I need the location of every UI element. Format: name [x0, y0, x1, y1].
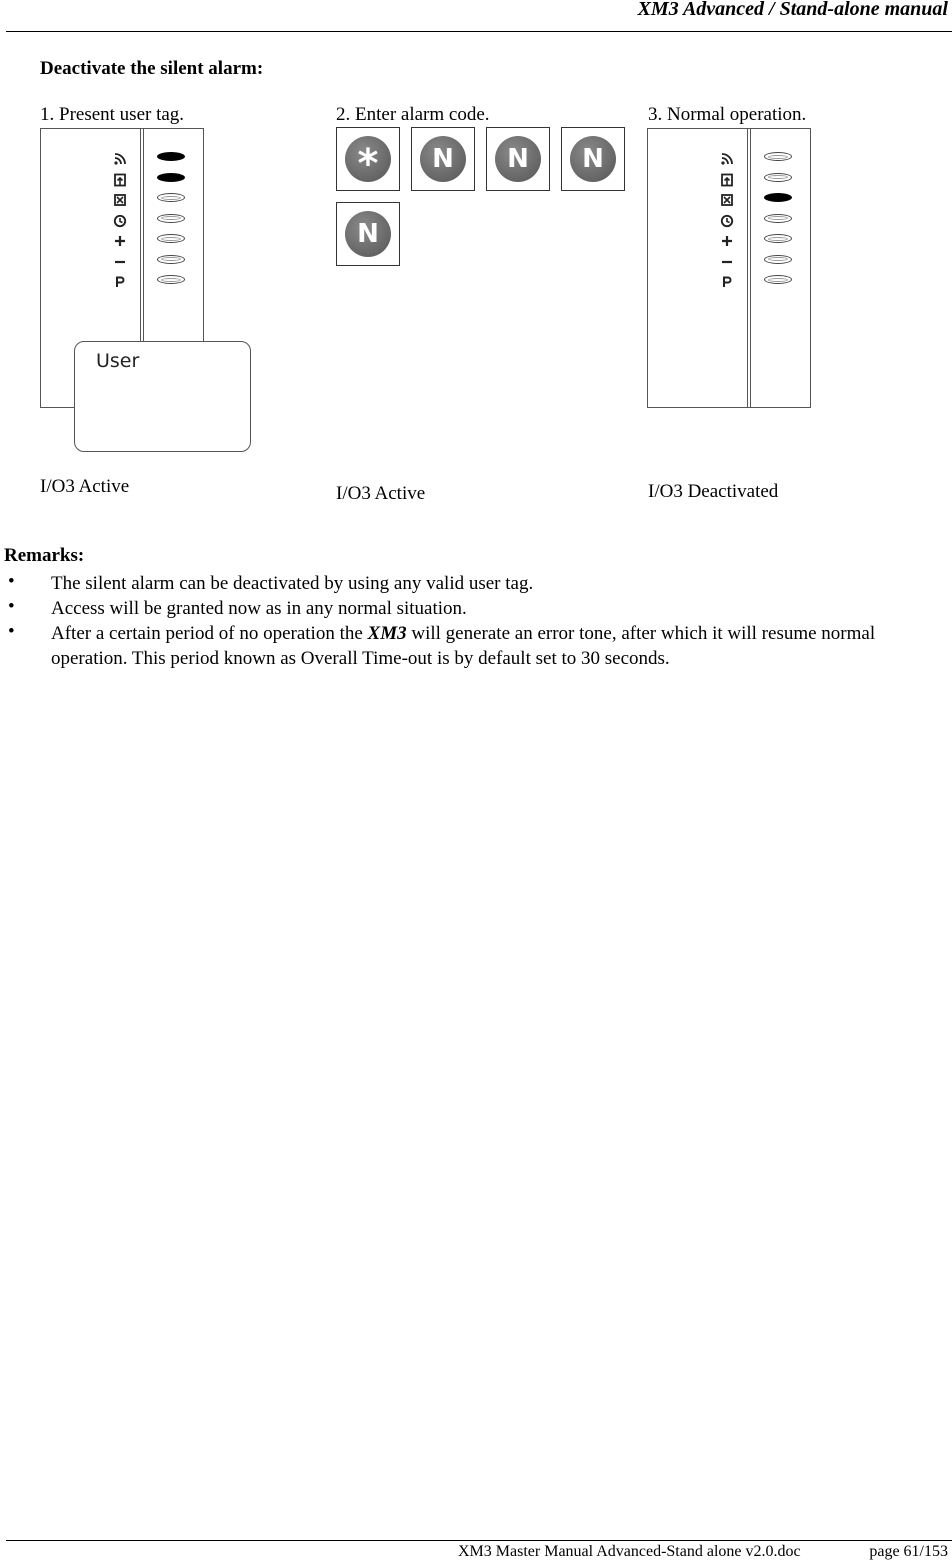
header-title: XM3 Advanced / Stand-alone manual — [637, 0, 948, 20]
led-3 — [157, 193, 185, 202]
remark-1: The silent alarm can be deactivated by using any valid user tag. — [51, 573, 534, 594]
led-6 — [764, 255, 792, 264]
led-2 — [764, 173, 792, 182]
step-1-label: 1. Present user tag. — [40, 104, 185, 125]
clock-icon — [718, 211, 736, 232]
rf-icon — [111, 149, 129, 170]
remark-2: Access will be granted now as in any normal situation. — [51, 598, 467, 619]
rf-icon — [718, 149, 736, 170]
plus-icon — [718, 231, 736, 252]
n-key-icon: N — [345, 211, 391, 257]
plus-icon — [111, 231, 129, 252]
bullet-icon: • — [8, 571, 15, 592]
step-1-caption: I/O3 Active — [40, 476, 130, 497]
section-title: Deactivate the silent alarm: — [40, 58, 264, 79]
led-7 — [157, 275, 185, 284]
clock-icon — [111, 211, 129, 232]
reader-panel-step-3 — [647, 128, 811, 408]
step-2-label: 2. Enter alarm code. — [336, 104, 490, 125]
led-5 — [764, 234, 792, 243]
led-7 — [764, 275, 792, 284]
door-icon — [718, 170, 736, 191]
bullet-icon: • — [8, 596, 15, 617]
lock-icon — [111, 190, 129, 211]
reader-icon-column — [718, 149, 736, 293]
led-6 — [157, 255, 185, 264]
minus-icon — [111, 252, 129, 273]
led-5 — [157, 234, 185, 243]
remark-3: After a certain period of no operation the XM3 will generate an error tone, after which it will resume normal operation. This period known as Overall Time-out is by default set to 30 seconds. — [51, 623, 876, 669]
footer-divider — [6, 1540, 952, 1541]
led-1 — [764, 152, 792, 161]
bullet-icon: • — [8, 621, 15, 642]
user-tag-card — [74, 341, 251, 452]
led-2 — [157, 173, 185, 182]
keypad-key-star — [336, 127, 400, 191]
led-1 — [157, 152, 185, 161]
led-4 — [764, 214, 792, 223]
door-icon — [111, 170, 129, 191]
led-3 — [764, 193, 792, 202]
keypad-key-n-3 — [561, 127, 625, 191]
minus-icon — [718, 252, 736, 273]
n-key-icon: N — [420, 136, 466, 182]
step-3-caption: I/O3 Deactivated — [648, 481, 779, 502]
led-column — [764, 152, 796, 296]
reader-icon-column — [111, 149, 129, 293]
star-key-icon: * — [345, 136, 391, 182]
n-key-icon: N — [495, 136, 541, 182]
step-3-label: 3. Normal operation. — [648, 104, 807, 125]
p-icon — [111, 272, 129, 293]
lock-icon — [718, 190, 736, 211]
n-key-icon: N — [570, 136, 616, 182]
footer-page-number: page 61/153 — [869, 1543, 948, 1560]
keypad-key-n-2 — [486, 127, 550, 191]
remarks-title: Remarks: — [4, 545, 85, 566]
footer-document-name: XM3 Master Manual Advanced-Stand alone v2.0.doc — [458, 1543, 801, 1560]
header-divider — [6, 31, 952, 32]
p-icon — [718, 272, 736, 293]
led-4 — [157, 214, 185, 223]
keypad-key-n-4 — [336, 202, 400, 266]
product-name: XM3 — [367, 623, 407, 644]
user-tag-label: User — [96, 350, 140, 372]
step-2-caption: I/O3 Active — [336, 483, 426, 504]
keypad-key-n-1 — [411, 127, 475, 191]
led-column — [157, 152, 189, 296]
